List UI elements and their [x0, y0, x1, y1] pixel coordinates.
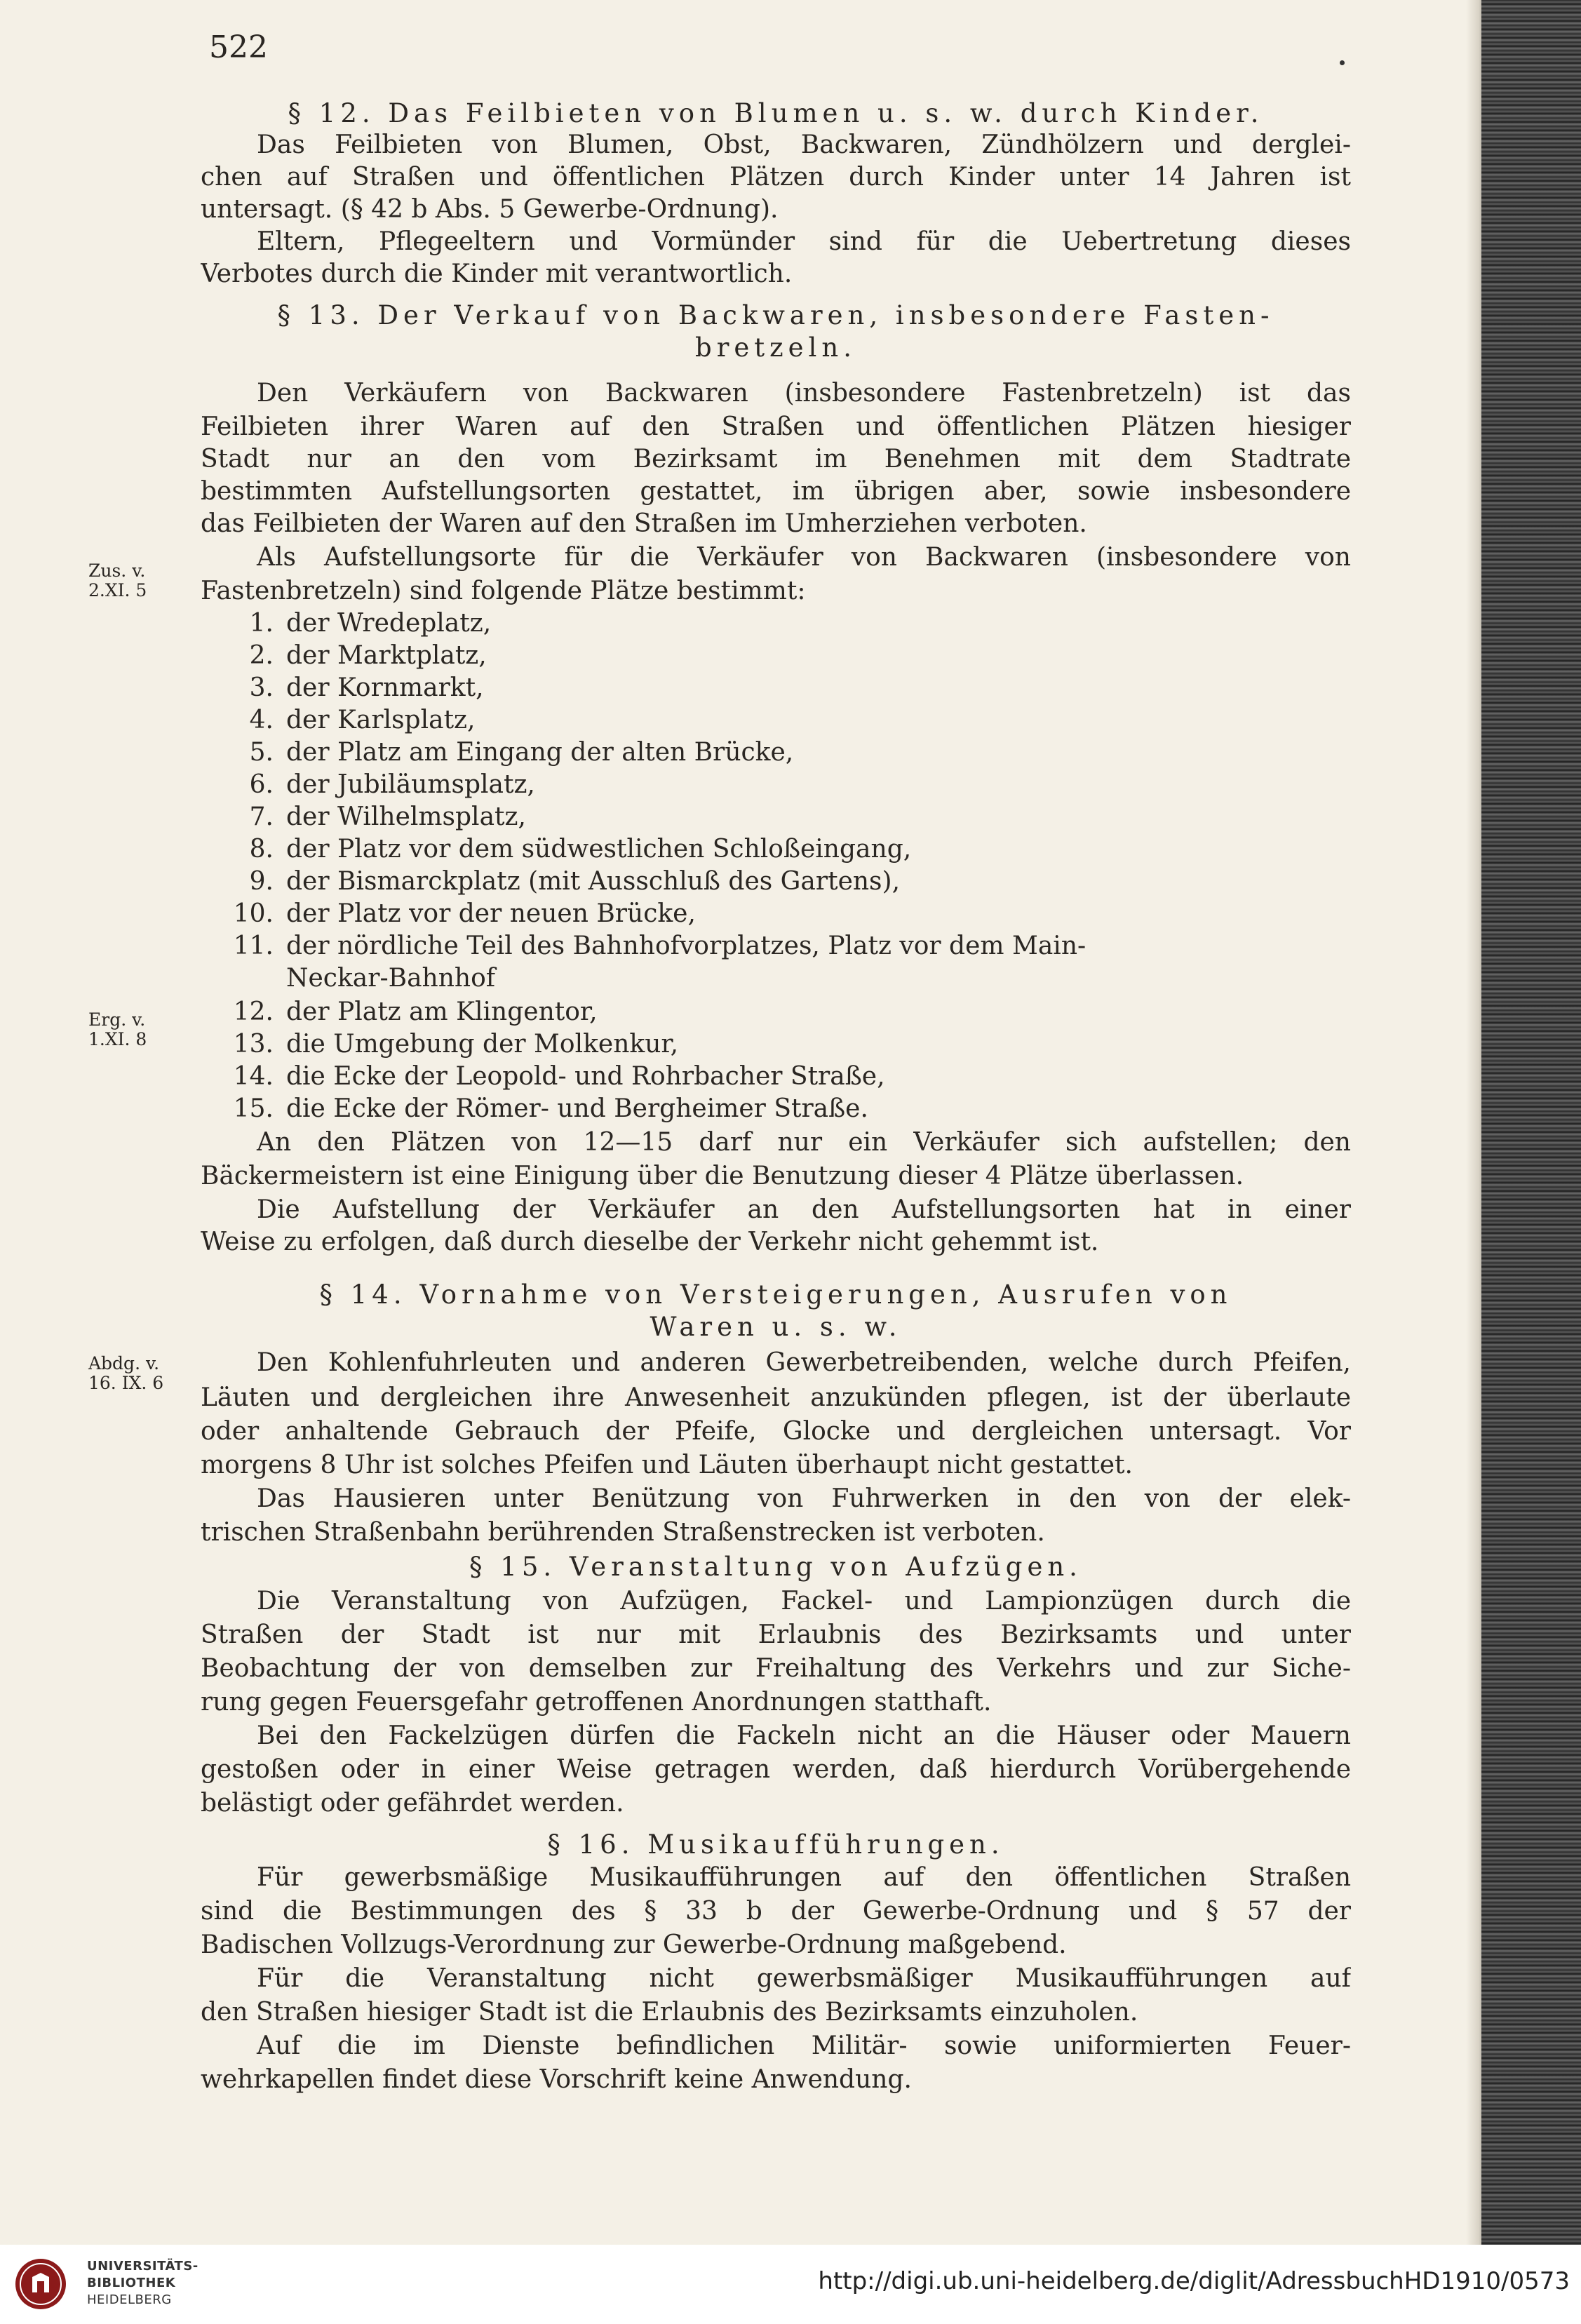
library-name-line: BIBLIOTHEK — [87, 2276, 176, 2290]
section-13-heading: § 13. Der Verkauf von Backwaren, insbesondere Fasten- — [277, 300, 1274, 330]
section-16-heading: § 16. Musikaufführungen. — [547, 1829, 1004, 1860]
list-item: Neckar-Bahnhof — [286, 964, 496, 993]
text-line: Auf die im Dienste befindlichen Militär- sowie uniformierten Feuer- — [257, 2031, 1351, 2060]
text-line: Feilbieten ihrer Waren auf den Straßen und öffentlichen Plätzen hiesiger — [201, 412, 1351, 441]
text-line: Läuten und dergleichen ihre Anwesenheit anzukünden pflegen, ist der überlaute — [201, 1383, 1351, 1412]
text-line: Fastenbretzeln) sind folgende Plätze bestimmt: — [201, 577, 806, 605]
text-line: Badischen Vollzugs-Verordnung zur Gewerbe-Ordnung maßgebend. — [201, 1930, 1067, 1959]
text-line: Stadt nur an den vom Bezirksamt im Benehmen mit dem Stadtrate — [201, 445, 1351, 473]
print-speck — [1340, 60, 1345, 65]
list-item: 12. der Platz am Klingentor, — [233, 998, 598, 1026]
list-item: 2. der Marktplatz, — [249, 641, 487, 670]
text-line: Das Hausieren unter Benützung von Fuhrwerken in den von der elek- — [257, 1484, 1351, 1513]
text-line: Straßen der Stadt ist nur mit Erlaubnis des Bezirksamts und unter — [201, 1620, 1351, 1649]
text-line: Verbotes durch die Kinder mit verantwortlich. — [201, 260, 793, 288]
text-line: morgens 8 Uhr ist solches Pfeifen und Läuten überhaupt nicht gestattet. — [201, 1451, 1133, 1479]
list-item: 13. die Umgebung der Molkenkur, — [233, 1030, 679, 1059]
list-item: 4. der Karlsplatz, — [249, 706, 476, 734]
text-line: Eltern, Pflegeeltern und Vormünder sind für die Uebertretung dieses — [257, 227, 1351, 256]
text-line: Weise zu erfolgen, daß durch dieselbe der Verkehr nicht gehemmt ist. — [201, 1228, 1099, 1256]
text-line: Als Aufstellungsorte für die Verkäufer von Backwaren (insbesondere von — [257, 543, 1351, 572]
text-line: Die Aufstellung der Verkäufer an den Aufstellungsorten hat in einer — [257, 1195, 1351, 1224]
text-line: belästigt oder gefährdet werden. — [201, 1789, 624, 1818]
text-line: untersagt. (§ 42 b Abs. 5 Gewerbe-Ordnung). — [201, 195, 779, 224]
list-item: 1. der Wredeplatz, — [249, 609, 492, 638]
text-line: Für gewerbsmäßige Musikaufführungen auf den öffentlichen Straßen — [257, 1863, 1351, 1892]
text-line: Die Veranstaltung von Aufzügen, Fackel- und Lampionzügen durch die — [257, 1587, 1351, 1616]
source-url[interactable]: http://digi.ub.uni-heidelberg.de/diglit/AdressbuchHD1910/0573 — [818, 2267, 1570, 2295]
list-item: 15. die Ecke der Römer- und Bergheimer Straße. — [233, 1094, 868, 1123]
text-line: Für die Veranstaltung nicht gewerbsmäßiger Musikaufführungen auf — [257, 1964, 1351, 1993]
list-item: 11. der nördliche Teil des Bahnhofvorplatzes, Platz vor dem Main- — [233, 932, 1086, 960]
text-line: sind die Bestimmungen des § 33 b der Gewerbe-Ordnung und § 57 der — [201, 1897, 1351, 1926]
text-line: rung gegen Feuersgefahr getroffenen Anordnungen statthaft. — [201, 1688, 992, 1717]
text-line: trischen Straßenbahn berührenden Straßenstrecken ist verboten. — [201, 1518, 1045, 1547]
section-13-heading-cont: bretzeln. — [695, 333, 856, 363]
page-number: 522 — [209, 29, 268, 65]
library-name-line: UNIVERSITÄTS- — [87, 2259, 199, 2273]
margin-note: Erg. v. 1.XI. 8 — [88, 1009, 147, 1049]
section-15-heading: § 15. Veranstaltung von Aufzügen. — [469, 1552, 1082, 1582]
margin-note: Abdg. v. 16. IX. 6 — [88, 1353, 164, 1393]
list-item: 8. der Platz vor dem südwestlichen Schloßeingang, — [249, 835, 912, 864]
text-line: chen auf Straßen und öffentlichen Plätzen durch Kinder unter 14 Jahren ist — [201, 163, 1351, 192]
margin-note: Zus. v. 2.XI. 5 — [88, 560, 147, 600]
text-line: Den Kohlenfuhrleuten und anderen Gewerbetreibenden, welche durch Pfeifen, — [257, 1348, 1351, 1377]
book-spine-edge — [1481, 0, 1581, 2245]
list-item: 6. der Jubiläumsplatz, — [249, 770, 535, 799]
section-12-heading: § 12. Das Feilbieten von Blumen u. s. w. durch Kinder. — [288, 98, 1264, 128]
list-item: 14. die Ecke der Leopold- und Rohrbacher Straße, — [233, 1062, 885, 1091]
university-seal-icon — [14, 2257, 67, 2311]
list-item: 10. der Platz vor der neuen Brücke, — [233, 899, 696, 928]
text-line: Den Verkäufern von Backwaren (insbesondere Fastenbretzeln) ist das — [257, 379, 1351, 408]
text-line: das Feilbieten der Waren auf den Straßen im Umherziehen verboten. — [201, 509, 1087, 538]
text-line: wehrkapellen findet diese Vorschrift keine Anwendung. — [201, 2065, 912, 2094]
text-line: bestimmten Aufstellungsorten gestattet, im übrigen aber, sowie insbesondere — [201, 477, 1351, 506]
list-item: 3. der Kornmarkt, — [249, 673, 484, 702]
list-item: 5. der Platz am Eingang der alten Brücke, — [249, 738, 794, 767]
text-line: An den Plätzen von 12—15 darf nur ein Verkäufer sich aufstellen; den — [257, 1128, 1351, 1157]
section-14-heading: § 14. Vornahme von Versteigerungen, Ausrufen von — [319, 1279, 1232, 1310]
text-line: Bei den Fackelzügen dürfen die Fackeln nicht an die Häuser oder Mauern — [257, 1721, 1351, 1750]
library-name-line: HEIDELBERG — [87, 2292, 172, 2307]
text-line: Bäckermeistern ist eine Einigung über die Benutzung dieser 4 Plätze überlassen. — [201, 1162, 1244, 1190]
text-line: gestoßen oder in einer Weise getragen werden, daß hierdurch Vorübergehende — [201, 1755, 1351, 1784]
text-line: Das Feilbieten von Blumen, Obst, Backwaren, Zündhölzern und derglei- — [257, 130, 1351, 159]
text-line: den Straßen hiesiger Stadt ist die Erlaubnis des Bezirksamts einzuholen. — [201, 1998, 1138, 2027]
list-item: 9. der Bismarckplatz (mit Ausschluß des Gartens), — [249, 867, 901, 896]
list-item: 7. der Wilhelmsplatz, — [249, 802, 526, 831]
text-line: oder anhaltende Gebrauch der Pfeife, Glocke und dergleichen untersagt. Vor — [201, 1417, 1351, 1446]
text-line: Beobachtung der von demselben zur Freihaltung des Verkehrs und zur Siche- — [201, 1654, 1351, 1683]
viewer-footer — [0, 2245, 1581, 2324]
section-14-heading-cont: Waren u. s. w. — [650, 1312, 902, 1342]
